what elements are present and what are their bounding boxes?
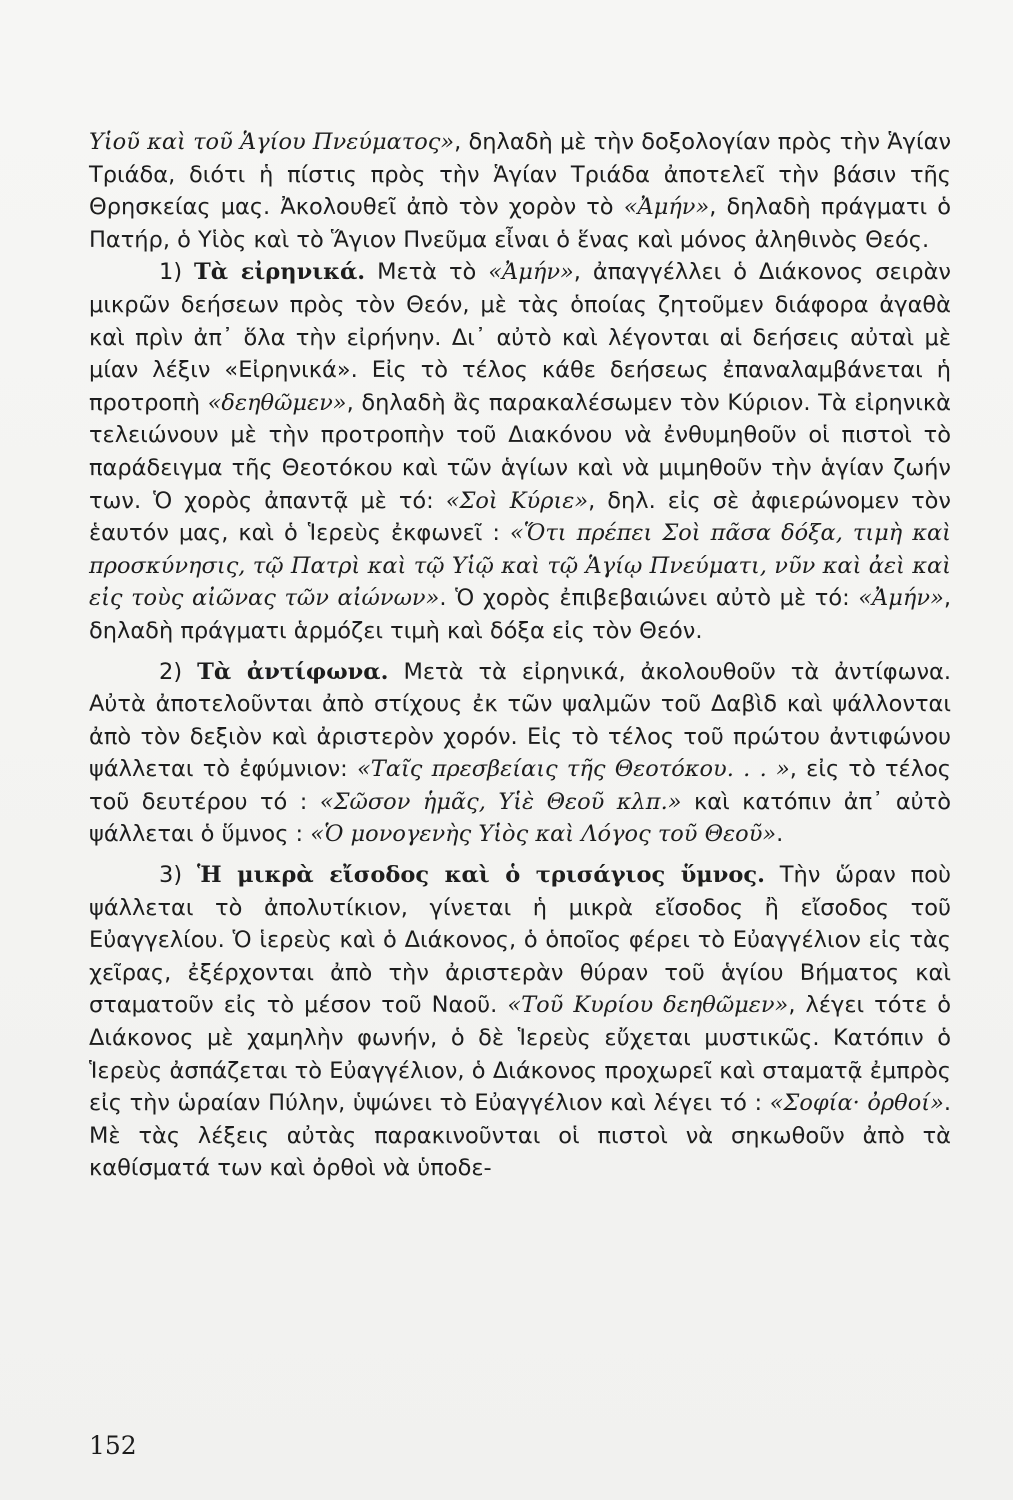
quote-soi-kyrie: «Σοὶ Κύριε» xyxy=(445,487,589,514)
quote-amen: «Ἀμήν» xyxy=(858,585,944,612)
body-text xyxy=(89,126,951,1185)
text-span: καὶ κατόπιν ἀπ᾽ αὐτὸ ψάλλεται ὁ ὕμνος : xyxy=(89,788,951,848)
paragraph-doxology xyxy=(89,126,951,256)
text-span: , δηλαδὴ μὲ τὴν δοξολογίαν πρὸς τὴν Ἁγίαν Τριάδα, διότι ἡ πίστις πρὸς τὴν Ἁγίαν Τριάδα ἀποτελεῖ τὴν βάσιν τῆς Θρησκείας μας. Ἀκολουθεῖ ἀπὸ τὸν χορὸν τὸ xyxy=(89,129,952,221)
section-heading-mikra-eisodos: Ἡ μικρὰ εἴσοδος καὶ ὁ τρισάγιος ὕμνος. xyxy=(196,862,765,889)
section-number: 1) xyxy=(159,259,195,286)
section-heading-antifona: Τὰ ἀντίφωνα. xyxy=(197,658,389,685)
text-span: . xyxy=(776,821,784,848)
quote-sofia-orthoi: «Σοφία· ὀρθοί» xyxy=(769,1090,944,1117)
text-span: , δηλ. εἰς σὲ ἀφιερώνομεν τὸν ἑαυτόν μας, καὶ ὁ Ἱερεὺς ἐκφωνεῖ : xyxy=(89,487,951,547)
quote-presveiais: «Ταῖς πρεσβείαις τῆς Θεοτόκου. . . » xyxy=(357,756,790,783)
quote-amen: «Ἀμήν» xyxy=(488,259,574,286)
quote-deithomen: «δεηθῶμεν» xyxy=(207,389,347,416)
section-number: 2) xyxy=(159,658,198,685)
text-span: , δηλαδὴ ἂς παρακαλέσωμεν τὸν Κύριον. Τὰ εἰρηνικὰ τελειώνουν μὲ τὴν προτροπὴν τοῦ Διακόνου νὰ ἐνθυμηθοῦν οἱ πιστοὶ τὸ παράδειγμα τῆς Θεοτόκου καὶ τῶν ἁγίων καὶ νὰ μιμηθοῦν τὴν ἁγίαν ζωήν των. Ὁ χορὸς ἀπαντᾷ μὲ τό: xyxy=(89,389,951,514)
text-span: , εἰς τὸ τέλος τοῦ δευτέρου τό : xyxy=(89,756,952,815)
text-span: , δηλαδὴ πράγματι ἁρμόζει τιμὴ καὶ δόξα εἰς τὸν Θεόν. xyxy=(89,585,951,644)
quote-tou-kyriou: «Τοῦ Κυρίου δεηθῶμεν» xyxy=(507,992,789,1019)
text-span: Μετὰ τὰ εἰρηνικά, ἀκολουθοῦν τὰ ἀντίφωνα. Αὐτὰ ἀποτελοῦνται ἀπὸ στίχους ἐκ τῶν ψαλμῶν τοῦ Δαβὶδ καὶ ψάλλονται ἀπὸ τὸν δεξιὸν καὶ ἀριστερὸν χορόν. Εἰς τὸ τέλος τοῦ πρώτου ἀντιφώνου ψάλλεται τὸ ἐφύμνιον: xyxy=(89,658,951,783)
text-span: , λέγει τότε ὁ Διάκονος μὲ χαμηλὴν φωνήν, ὁ δὲ Ἱερεὺς εὔχεται μυστικῶς. Κατόπιν ὁ Ἱερεὺς ἀσπάζεται τὸ Εὐαγγέλιον, ὁ Διάκονος προχωρεῖ καὶ σταματᾷ ἐμπρὸς εἰς τὴν ὡραίαν Πύλην, ὑψώνει τὸ Εὐαγγέλιον καὶ λέγει τό : xyxy=(89,992,951,1117)
text-span: , ἀπαγγέλλει ὁ Διάκονος σειρὰν μικρῶν δεήσεων πρὸς τὸν Θεόν, μὲ τὰς ὁποίας ζητοῦμεν διάφορα ἀγαθὰ καὶ πρὶν ἀπ᾽ ὅλα τὴν εἰρήνην. Δι᾽ αὐτὸ καὶ λέγονται αἱ δεήσεις αὐταὶ μὲ μίαν λέξιν «Εἰρηνικά». Εἰς τὸ τέλος κάθε δεήσεως ἐπαναλαμβάνεται ἡ προτροπὴ xyxy=(89,259,951,416)
section-heading-eirinika: Τὰ εἰρηνικά. xyxy=(194,259,366,286)
quote-amen: «Ἀμήν» xyxy=(623,194,710,221)
quote-holy-spirit: Υἱοῦ καὶ τοῦ Ἁγίου Πνεύματος» xyxy=(89,129,455,155)
paragraph-mikra-eisodos xyxy=(89,859,951,1185)
quote-soson-imas: «Σῶσον ἡμᾶς, Υἱὲ Θεοῦ κλπ.» xyxy=(319,788,682,815)
text-span: . Ὁ χορὸς ἐπιβεβαιώνει αὐτὸ μὲ τό: xyxy=(439,585,859,612)
paragraph-eirinika xyxy=(89,256,951,647)
paragraph-antifona xyxy=(89,656,951,852)
page-number: 152 xyxy=(89,1431,137,1460)
text-span: Μετὰ τὸ xyxy=(365,259,489,286)
text-span: , δηλαδὴ πράγματι ὁ Πατήρ, ὁ Υἱὸς καὶ τὸ Ἅγιον Πνεῦμα εἶναι ὁ ἕνας καὶ μόνος ἀληθινὸς Θεός. xyxy=(89,194,951,253)
text-span: Τὴν ὥραν ποὺ ψάλλεται τὸ ἀπολυτίκιον, γίνεται ἡ μικρὰ εἴσοδος ἢ εἴσοδος τοῦ Εὐαγγελίου. Ὁ ἱερεὺς καὶ ὁ Διάκονος, ὁ ὁποῖος φέρει τὸ Εὐαγγέλιον εἰς τὰς χεῖρας, ἐξέρχονται ἀπὸ τὴν ἀριστερὰν θύραν τοῦ ἁγίου Βήματος καὶ σταματοῦν εἰς τὸ μέσον τοῦ Ναοῦ. xyxy=(89,862,951,1019)
quote-monogenis: «Ὁ μονογενὴς Υἱὸς καὶ Λόγος τοῦ Θεοῦ» xyxy=(310,821,777,848)
text-span: . Μὲ τὰς λέξεις αὐτὰς παρακινοῦνται οἱ πιστοὶ νὰ σηκωθοῦν ἀπὸ τὰ καθίσματά των καὶ ὀρθοὶ νὰ ὑποδε- xyxy=(89,1090,951,1182)
quote-oti-prepei: «Ὅτι πρέπει Σοὶ πᾶσα δόξα, τιμὴ καὶ προσκύνησις, τῷ Πατρὶ καὶ τῷ Υἱῷ καὶ τῷ Ἁγίῳ Πνεύματι, νῦν καὶ ἀεὶ καὶ εἰς τοὺς αἰῶνας τῶν αἰώνων» xyxy=(89,520,951,612)
section-number: 3) xyxy=(159,862,197,889)
